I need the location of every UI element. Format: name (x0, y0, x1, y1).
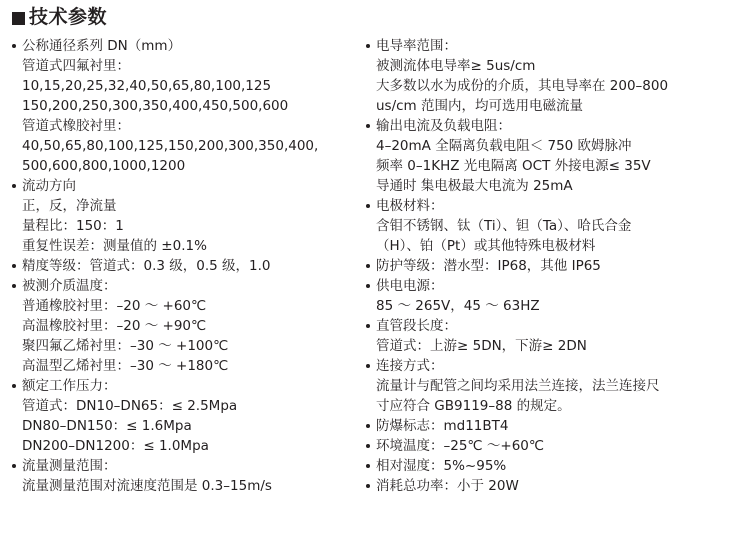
spec-item (364, 457, 714, 476)
spec-item (10, 277, 340, 376)
bullet-icon (12, 384, 16, 388)
spec-label: 公称通径系列 DN（mm） (22, 38, 182, 54)
spec-label: 连接方式： (376, 358, 444, 374)
bullet-icon (366, 124, 370, 128)
bullet-icon (366, 264, 370, 268)
spec-item (364, 477, 714, 496)
spec-item (10, 377, 340, 456)
spec-columns (10, 37, 729, 497)
spec-label: 流量测量范围： (22, 458, 117, 474)
page-title-text: 技术参数 (29, 6, 108, 28)
spec-label: 电极材料： (376, 198, 444, 214)
spec-item (364, 257, 714, 276)
spec-item (10, 37, 340, 176)
spec-value: 500,600,800,1000,1200 (22, 158, 186, 174)
bullet-icon (366, 44, 370, 48)
spec-item (364, 317, 714, 356)
bullet-icon (366, 444, 370, 448)
spec-value: DN80–DN150：≤ 1.6Mpa (22, 418, 192, 434)
spec-value: 高温型乙烯衬里：–30 ～ +180℃ (22, 358, 229, 374)
square-bullet-icon (12, 12, 25, 25)
spec-value: us/cm 范围内，均可选用电磁流量 (376, 98, 584, 114)
bullet-icon (12, 264, 16, 268)
spec-item (364, 37, 714, 116)
bullet-icon (12, 464, 16, 468)
spec-value: 大多数以水为成份的介质，其电导率在 200–800 (376, 78, 669, 94)
spec-value: 导通时 集电极最大电流为 25mA (376, 178, 573, 194)
bullet-icon (366, 284, 370, 288)
spec-label: 相对湿度：5%~95% (376, 458, 507, 474)
bullet-icon (12, 44, 16, 48)
bullet-icon (366, 424, 370, 428)
spec-label: 防爆标志：md11BT4 (376, 418, 509, 434)
spec-label: 直管段长度： (376, 318, 457, 334)
spec-label: 供电电源： (376, 278, 444, 294)
spec-value: 量程比：150：1 (22, 218, 124, 234)
spec-value: （H）、铂（Pt）或其他特殊电极材料 (376, 238, 596, 254)
spec-label: 流动方向 (22, 178, 76, 194)
spec-value: 4–20mA 全隔离负载电阻＜ 750 欧姆脉冲 (376, 138, 632, 154)
spec-item (364, 437, 714, 456)
spec-value: 流量测量范围对流速度范围是 0.3–15m/s (22, 478, 272, 494)
spec-value: 被测流体电导率≥ 5us/cm (376, 58, 536, 74)
spec-value: 流量计与配管之间均采用法兰连接，法兰连接尺 (376, 378, 660, 394)
spec-item (10, 257, 340, 276)
left-column (10, 37, 340, 497)
spec-value: 高温橡胶衬里：–20 ～ +90℃ (22, 318, 207, 334)
bullet-icon (12, 284, 16, 288)
spec-item (364, 277, 714, 316)
spec-value: 寸应符合 GB9119–88 的规定。 (376, 398, 571, 414)
right-column (364, 37, 714, 497)
spec-value: 管道式橡胶衬里： (22, 118, 130, 134)
spec-value: 正，反，净流量 (22, 198, 117, 214)
spec-value: 10,15,20,25,32,40,50,65,80,100,125 (22, 78, 272, 94)
spec-label: 精度等级：管道式：0.3 级，0.5 级，1.0 (22, 258, 271, 274)
spec-label: 电导率范围： (376, 38, 457, 54)
spec-item (10, 177, 340, 256)
spec-item (364, 117, 714, 196)
spec-label: 输出电流及负载电阻： (376, 118, 511, 134)
spec-label: 消耗总功率：小于 20W (376, 478, 519, 494)
spec-value: 管道式四氟衬里： (22, 58, 130, 74)
spec-label: 额定工作压力： (22, 378, 117, 394)
spec-label: 防护等级：潜水型：IP68，其他 IP65 (376, 258, 601, 274)
spec-label: 环境温度：–25℃ ～+60℃ (376, 438, 545, 454)
bullet-icon (366, 364, 370, 368)
bullet-icon (366, 484, 370, 488)
spec-item (364, 197, 714, 256)
spec-value: 聚四氟乙烯衬里：–30 ～ +100℃ (22, 338, 229, 354)
spec-item (364, 417, 714, 436)
spec-label: 被测介质温度： (22, 278, 117, 294)
spec-item (10, 457, 340, 496)
spec-value: 150,200,250,300,350,400,450,500,600 (22, 98, 289, 114)
spec-value: 重复性误差：测量值的 ±0.1% (22, 238, 207, 254)
spec-value: 频率 0–1KHZ 光电隔离 OCT 外接电源≤ 35V (376, 158, 651, 174)
spec-value: 40,50,65,80,100,125,150,200,300,350,400, (22, 138, 319, 154)
bullet-icon (366, 324, 370, 328)
spec-value: 普通橡胶衬里：–20 ～ +60℃ (22, 298, 207, 314)
spec-value: 含钼不锈钢、钛（Ti）、钽（Ta）、哈氏合金 (376, 218, 632, 234)
spec-item (364, 357, 714, 416)
page-title (12, 8, 729, 27)
spec-value: 85 ～ 265V，45 ～ 63HZ (376, 298, 540, 314)
bullet-icon (366, 464, 370, 468)
spec-value: 管道式：DN10–DN65：≤ 2.5Mpa (22, 398, 238, 414)
spec-value: 管道式：上游≥ 5DN，下游≥ 2DN (376, 338, 587, 354)
spec-value: DN200–DN1200：≤ 1.0Mpa (22, 438, 209, 454)
bullet-icon (366, 204, 370, 208)
bullet-icon (12, 184, 16, 188)
